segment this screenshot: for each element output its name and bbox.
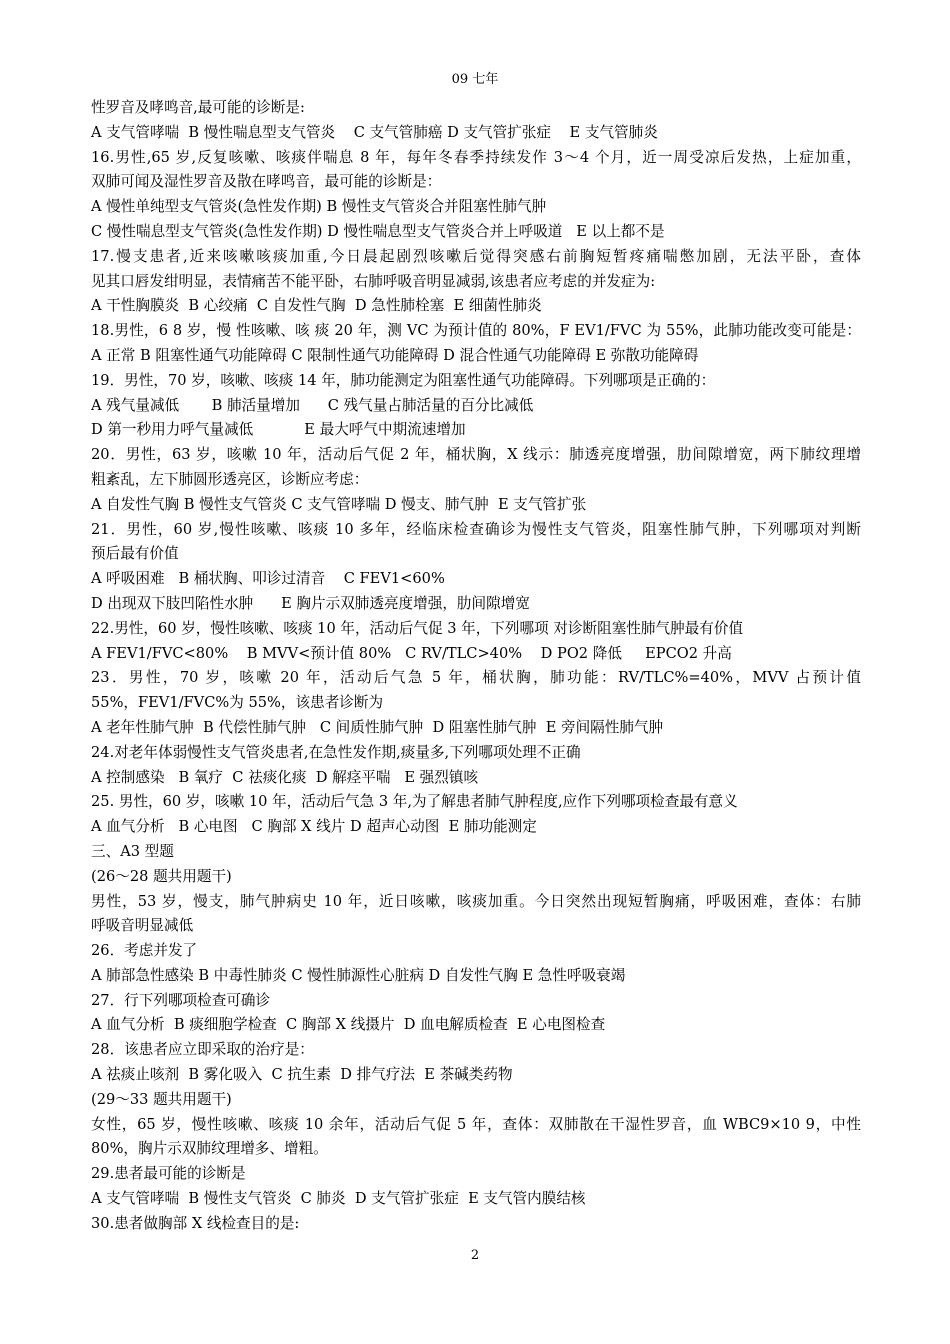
text-line: D 出现双下肢凹陷性水肿 E 胸片示双肺透亮度增强，肋间隙增宽 (91, 594, 530, 612)
text-line: 粗紊乱，左下肺圆形透亮区，诊断应考虑： (91, 470, 369, 488)
text-line: A 残气量减低 B 肺活量增加 C 残气量占肺活量的百分比减低 (91, 396, 534, 414)
text-line: A 血气分析 B 心电图 C 胸部 X 线片 D 超声心动图 E 肺功能测定 (91, 818, 537, 836)
text-line: 24.对老年体弱慢性支气管炎患者,在急性发作期,痰量多,下列哪项处理不正确 (91, 743, 581, 761)
text-line: D 第一秒用力呼气量减低 E 最大呼气中期流速增加 (91, 421, 466, 439)
text-line: 27．行下列哪项检查可确诊 (91, 991, 271, 1009)
text-line: 21．男性，60 岁,慢性咳嗽、咳痰 10 多年，经临床检查确诊为慢性支气管炎，阻塞性肺气肿，下列哪项对判断 (91, 520, 861, 538)
text-line: A 支气管哮喘 B 慢性喘息型支气管炎 C 支气管肺癌 D 支气管扩张症 E 支气管肺炎 (91, 123, 658, 141)
text-line: 23．男性，70 岁，咳嗽 20 年，活动后气急 5 年，桶状胸，肺功能：RV/TLC%=40%，MVV 占预计值 (91, 669, 861, 687)
text-line: 26．考虑并发了 (91, 942, 198, 960)
text-line: 80%，胸片示双肺纹理增多、增粗。 (91, 1140, 328, 1158)
text-line: A 支气管哮喘 B 慢性支气管炎 C 肺炎 D 支气管扩张症 E 支气管内膜结核 (91, 1190, 586, 1208)
text-line: 20．男性，63 岁，咳嗽 10 年，活动后气促 2 年，桶状胸，X 线示：肺透亮度增强，肋间隙增宽，两下肺纹理增 (91, 446, 861, 464)
text-line: 性罗音及哮鸣音,最可能的诊断是: (91, 99, 305, 116)
text-line: A FEV1/FVC<80% B MVV<预计值 80% C RV/TLC>40% D PO2 降低 EPCO2 升高 (91, 644, 732, 662)
text-line: 19．男性，70 岁，咳嗽、咳痰 14 年，肺功能测定为阻塞性通气功能障碍。下列哪项是正确的： (91, 371, 716, 389)
text-line: 30.患者做胸部 X 线检查目的是: (91, 1214, 300, 1232)
text-line: A 慢性单纯型支气管炎(急性发作期) B 慢性支气管炎合并阻塞性肺气肿 (91, 198, 547, 216)
text-line: (29～33 题共用题干) (91, 1090, 232, 1108)
text-line: A 控制感染 B 氧疗 C 祛痰化痰 D 解痉平喘 E 强烈镇咳 (91, 768, 479, 786)
text-line: 55%，FEV1/FVC%为 55%，该患者诊断为 (91, 694, 384, 712)
text-line: A 祛痰止咳剂 B 雾化吸入 C 抗生素 D 排气疗法 E 茶碱类药物 (91, 1066, 513, 1084)
text-line: 见其口唇发绀明显，表情痛苦不能平卧，右肺呼吸音明显减弱,该患者应考虑的并发症为: (91, 272, 656, 290)
text-line: 男性，53 岁，慢支，肺气肿病史 10 年，近日咳嗽，咳痰加重。今日突然出现短暂胸痛，呼吸困难，查体：右肺 (91, 892, 861, 910)
text-line: (26～28 题共用题干) (91, 867, 232, 885)
text-line: A 呼吸困难 B 桶状胸、叩诊过清音 C FEV1<60% (91, 570, 445, 588)
text-line: A 正常 B 阻塞性通气功能障碍 C 限制性通气功能障碍 D 混合性通气功能障碍 E 弥散功能障碍 (91, 346, 699, 364)
text-line: A 干性胸膜炎 B 心绞痛 C 自发性气胸 D 急性肺栓塞 E 细菌性肺炎 (91, 297, 542, 315)
text-line: A 自发性气胸 B 慢性支气管炎 C 支气管哮喘 D 慢支、肺气肿 E 支气管扩张 (91, 495, 587, 513)
text-line: 18.男性，6 8 岁，慢 性咳嗽、咳 痰 20 年，测 VC 为预计值的 80%，F EV1/FVC 为 55%，此肺功能改变可能是： (91, 322, 861, 340)
text-line: 呼吸音明显减低 (91, 917, 194, 935)
text-line: 28．该患者应立即采取的治疗是： (91, 1041, 314, 1059)
text-line: A 肺部急性感染 B 中毒性肺炎 C 慢性肺源性心脏病 D 自发性气胸 E 急性呼吸衰竭 (91, 966, 626, 984)
text-line: 17.慢支患者,近来咳嗽咳痰加重,今日晨起剧烈咳嗽后觉得突感右前胸短暂疼痛喘憋加剧，无法平卧，查体 (91, 247, 861, 265)
text-line: 29.患者最可能的诊断是 (91, 1165, 246, 1183)
text-line: 16.男性,65 岁,反复咳嗽、咳痰伴喘息 8 年，每年冬春季持续发作 3～4 个月，近一周受凉后发热，上症加重， (91, 148, 861, 166)
text-line: 三、A3 型题 (91, 842, 174, 860)
text-line: A 血气分析 B 痰细胞学检查 C 胸部 X 线摄片 D 血电解质检查 E 心电图检查 (91, 1016, 606, 1034)
page-number: 2 (470, 1248, 480, 1263)
text-line: A 老年性肺气肿 B 代偿性肺气肿 C 间质性肺气肿 D 阻塞性肺气肿 E 旁间隔性肺气肿 (91, 718, 664, 736)
text-line: C 慢性喘息型支气管炎(急性发作期) D 慢性喘息型支气管炎合并上呼吸道 E 以上都不是 (91, 222, 665, 240)
text-line: 双肺可闻及湿性罗音及散在哮鸣音，最可能的诊断是： (91, 173, 442, 191)
page-header: 09 七年 (451, 72, 499, 87)
text-line: 25. 男性，60 岁，咳嗽 10 年，活动后气急 3 年,为了解患者肺气肿程度,应作下列哪项检查最有意义 (91, 793, 738, 811)
text-line: 预后最有价值 (91, 545, 179, 563)
text-line: 22.男性，60 岁，慢性咳嗽、咳痰 10 年，活动后气促 3 年，下列哪项 对诊断阻塞性肺气肿最有价值 (91, 619, 744, 637)
document-body (91, 96, 861, 1237)
text-line: 女性，65 岁，慢性咳嗽、咳痰 10 余年，活动后气促 5 年，查体：双肺散在干湿性罗音，血 WBC9×10 9，中性 (91, 1115, 861, 1133)
